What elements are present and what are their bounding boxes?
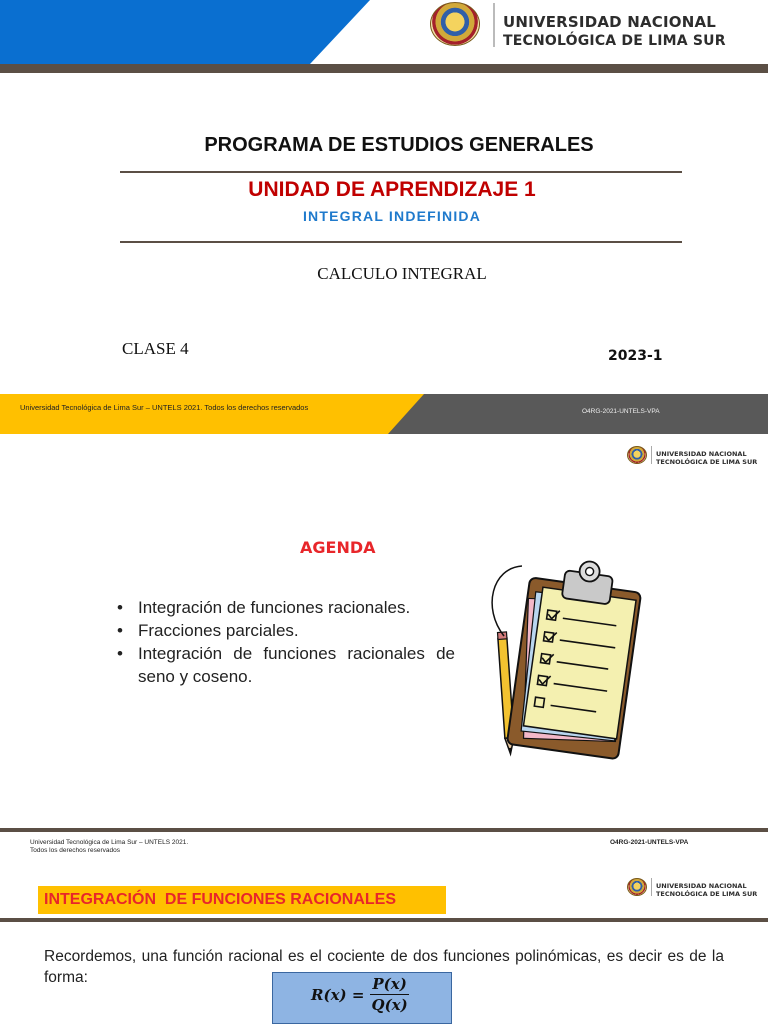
formula-fraction [370, 975, 408, 1014]
logo-divider [651, 878, 652, 896]
agenda-title: AGENDA [300, 538, 376, 557]
program-title: PROGRAMA DE ESTUDIOS GENERALES [204, 134, 594, 156]
agenda-item: • Integración de funciones racionales. [115, 596, 455, 619]
divider-top [120, 171, 682, 173]
university-logo-text: UNIVERSIDAD NACIONAL TECNOLÓGICA DE LIMA SUR [656, 450, 758, 466]
header-bar [0, 64, 768, 73]
footer-bar [0, 828, 768, 832]
clipboard-checklist-icon [482, 548, 644, 770]
logo-divider [493, 3, 495, 47]
section-title: INTEGRACIÓN DE FUNCIONES RACIONALES [44, 891, 397, 908]
class-label: CLASE 4 [122, 339, 189, 358]
slide-integracion [0, 860, 768, 1024]
slide-footer [0, 394, 768, 434]
university-logo-text [503, 13, 726, 51]
agenda-list [115, 596, 455, 688]
footer-code: O4RG-2021-UNTELS-VPA [582, 408, 660, 415]
university-logo-text: UNIVERSIDAD NACIONAL TECNOLÓGICA DE LIMA SUR [656, 882, 758, 898]
agenda-item: • Integración de funciones racionales de seno y coseno. [115, 642, 455, 688]
agenda-item: • Fracciones parciales. [115, 619, 455, 642]
formula-lhs: R(x) = [311, 985, 365, 1004]
rational-function-formula [311, 975, 409, 1014]
section-paragraph: Recordemos, una función racional es el cociente de dos funciones polinómicas, es decir es de la forma: [44, 948, 724, 986]
logo-divider [651, 446, 652, 464]
section-title-box [38, 886, 446, 914]
footer-copyright: Universidad Tecnológica de Lima Sur – UNTELS 2021. Todos los derechos reservados [30, 839, 189, 854]
unit-title: UNIDAD DE APRENDIZAJE 1 [248, 178, 536, 201]
unit-subtitle: INTEGRAL INDEFINIDA [302, 208, 482, 224]
university-seal-icon [430, 2, 480, 46]
header-bar [0, 918, 768, 922]
blue-corner-decoration [0, 0, 370, 64]
formula-denominator: Q(x) [371, 996, 408, 1014]
formula-box [272, 972, 452, 1024]
slide-agenda [0, 470, 768, 860]
course-name: CALCULO INTEGRAL [317, 264, 487, 283]
slide-cover [0, 0, 768, 470]
term-label: 2023-1 [608, 348, 663, 364]
divider-bottom [120, 241, 682, 243]
footer-code: O4RG-2021-UNTELS-VPA [610, 839, 689, 846]
university-name-line2: TECNOLÓGICA DE LIMA SUR [503, 33, 726, 49]
formula-numerator: P(x) [372, 975, 407, 993]
university-name-line1: UNIVERSIDAD NACIONAL [503, 13, 717, 31]
university-seal-icon [627, 446, 647, 464]
university-seal-icon [627, 878, 647, 896]
footer-copyright: Universidad Tecnológica de Lima Sur – UNTELS 2021. Todos los derechos reservados [20, 403, 309, 412]
